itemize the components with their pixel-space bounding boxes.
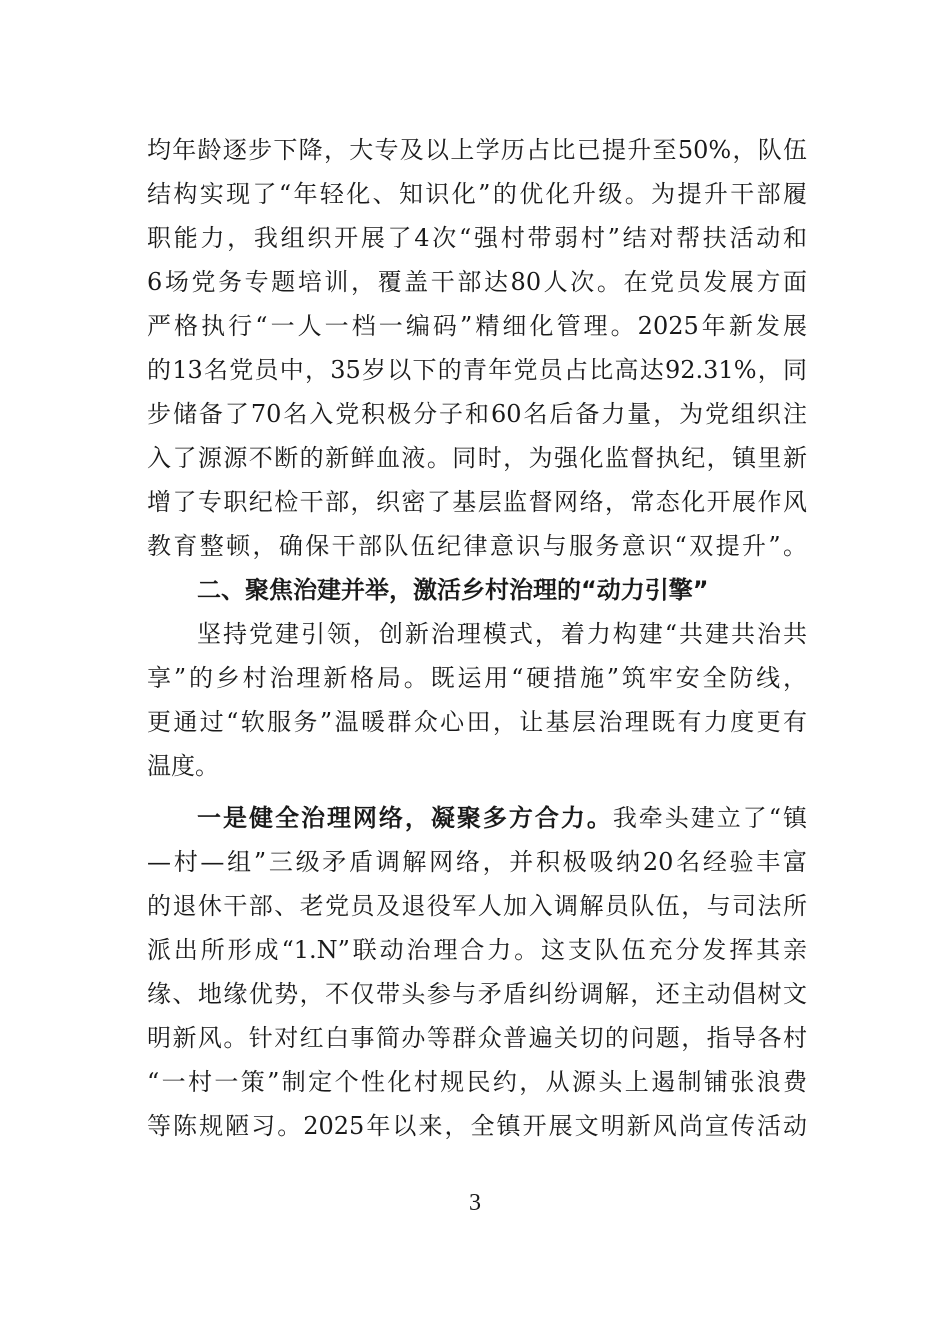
body-text-line: 缘、地缘优势，不仅带头参与矛盾纠纷调解，还主动倡树文 [147, 980, 807, 1008]
body-text-line: 明新风。针对红白事简办等群众普遍关切的问题，指导各村 [147, 1024, 807, 1052]
paragraph-first-line [197, 800, 807, 836]
section-heading: 二、聚焦治建并举，激活乡村治理的“动力引擎” [197, 576, 709, 604]
body-text-line: 的退休干部、老党员及退役军人加入调解员队伍，与司法所 [147, 892, 807, 920]
body-text-line: 入了源源不断的新鲜血液。同时，为强化监督执纪，镇里新 [147, 444, 807, 472]
body-text-line: 严格执行“一人一档一编码”精细化管理。2025年新发展 [147, 312, 807, 340]
body-text-line: 等陈规陋习。2025年以来，全镇开展文明新风尚宣传活动 [147, 1112, 807, 1140]
body-text-line: 职能力，我组织开展了4次“强村带弱村”结对帮扶活动和 [147, 224, 807, 252]
body-text-line: 6场党务专题培训，覆盖干部达80人次。在党员发展方面 [147, 268, 807, 296]
page-number: 3 [469, 1190, 481, 1216]
body-text-line: 增了专职纪检干部，织密了基层监督网络，常态化开展作风 [147, 488, 807, 516]
body-text-line: 均年龄逐步下降，大专及以上学历占比已提升至50%，队伍 [147, 136, 807, 164]
body-text-line: —村—组”三级矛盾调解网络，并积极吸纳20名经验丰富 [147, 848, 807, 876]
bold-lead-sentence: 一是健全治理网络，凝聚多方合力。 [197, 804, 613, 832]
body-text-line: 更通过“软服务”温暖群众心田，让基层治理既有力度更有 [147, 708, 807, 736]
body-text-line: 坚持党建引领，创新治理模式，着力构建“共建共治共 [197, 620, 807, 648]
body-text-line: 派出所形成“1.N”联动治理合力。这支队伍充分发挥其亲 [147, 936, 807, 964]
body-text-line: 温度。 [147, 752, 219, 780]
body-text-line: 步储备了70名入党积极分子和60名后备力量，为党组织注 [147, 400, 807, 428]
body-text-line: 的13名党员中，35岁以下的青年党员占比高达92.31%，同 [147, 356, 807, 384]
body-text-line: 结构实现了“年轻化、知识化”的优化升级。为提升干部履 [147, 180, 807, 208]
body-text-line: 享”的乡村治理新格局。既运用“硬措施”筑牢安全防线， [147, 664, 807, 692]
body-text-span: 我牵头建立了“镇 [612, 804, 807, 832]
body-text-line: “一村一策”制定个性化村规民约，从源头上遏制铺张浪费 [147, 1068, 807, 1096]
body-text-line: 教育整顿，确保干部队伍纪律意识与服务意识“双提升”。 [147, 532, 807, 560]
